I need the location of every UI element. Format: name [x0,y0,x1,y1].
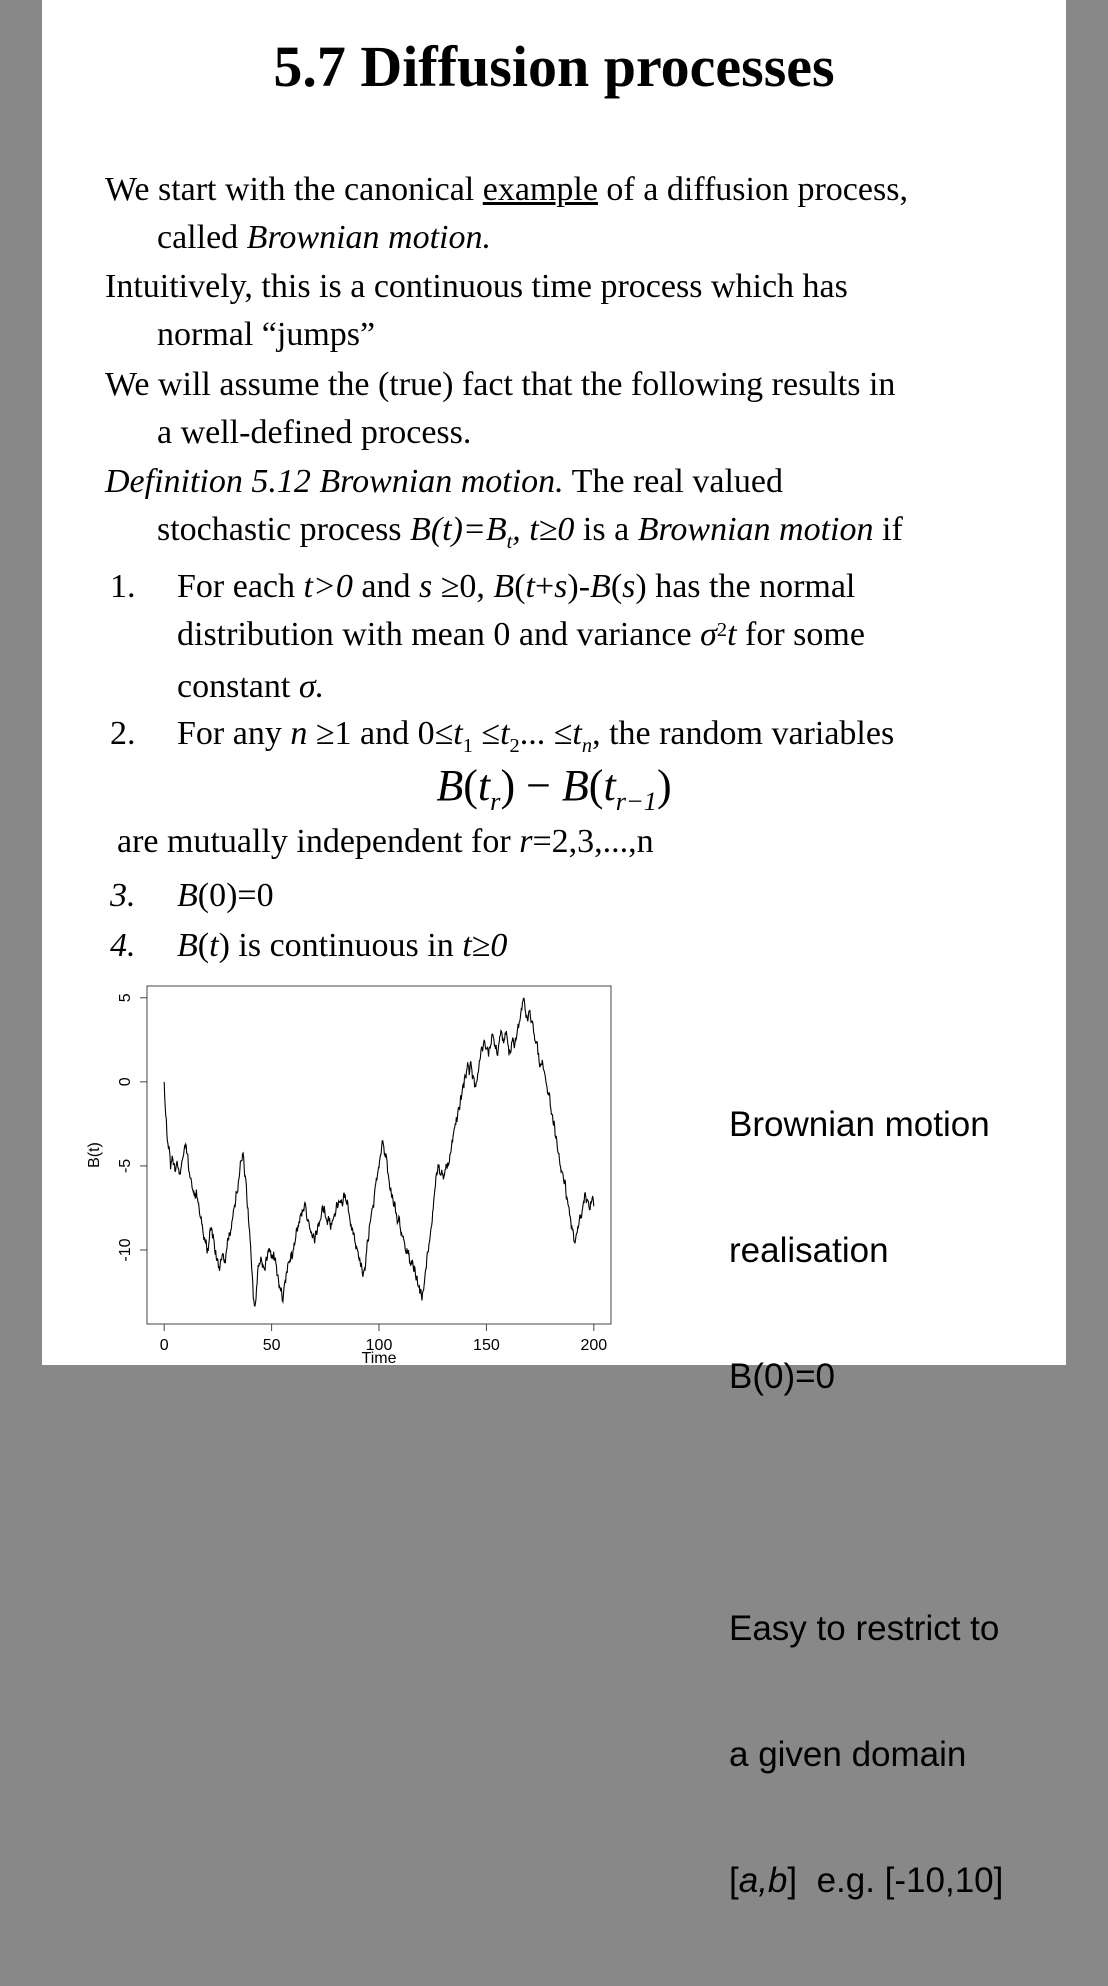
annotation-line-5 [729,1734,1059,1776]
text-segment: ) [656,761,672,810]
text-segment: ] e.g. [-10,10] [787,1861,1004,1900]
annotation-line-1 [729,1104,1059,1146]
text-segment: B [177,927,198,964]
list-marker-2: 2. [110,715,136,752]
text-segment: ) is continuous in [218,927,463,964]
slide-title: 5.7 Diffusion processes [273,34,835,99]
list-item-1-text [177,568,865,705]
text-segment: r [519,823,533,860]
text-segment: ) has the normal [635,568,856,605]
list-marker-4: 4. [110,927,136,964]
text-segment: For any [177,715,291,752]
paragraph-definition [105,458,1107,558]
text-segment: t≥0 [462,927,508,964]
text-segment: t [525,568,535,605]
list-marker-1: 1. [110,568,136,605]
text-segment: ( [197,927,210,964]
list-item-2 [110,710,1108,762]
x-tick-label: 0 [159,1337,169,1354]
list-item-4-text [177,927,507,964]
increment-formula [42,760,1066,817]
y-tick-label: 0 [117,1077,134,1087]
text-segment: t [500,715,510,752]
text-segment: t [727,616,737,653]
text-segment: realisation [729,1231,889,1270]
text-segment: + [534,568,555,605]
paragraph-intro [105,166,1107,262]
text-segment: ≥0, [432,568,494,605]
paragraph-assumption [105,361,1107,457]
text-segment: example [482,171,598,208]
text-segment: ≥1 and 0≤ [307,715,454,752]
text-segment: s [419,568,433,605]
text-segment: constant [177,668,299,705]
text-segment: Definition 5.12 Brownian motion. [105,463,564,500]
text-segment: ... ≤ [519,715,573,752]
text-segment: σ [700,616,717,653]
text-segment: Brownian motion. [246,219,491,256]
list-marker-3: 3. [110,877,136,914]
text-segment: a well-defined process. [157,414,472,451]
text-segment: t [572,715,582,752]
text-segment: t [453,715,463,752]
text-segment: B [561,761,589,810]
text-segment: and [352,568,419,605]
brownian-motion-plot [42,985,682,1365]
text-segment: called [157,219,247,256]
text-segment: ≤ [472,715,501,752]
x-tick-label: 50 [262,1337,281,1354]
text-segment: r−1 [615,786,657,817]
x-axis-label: Time [361,1350,397,1367]
text-segment: 2 [509,734,520,757]
list-item-2-text [177,715,895,757]
text-segment: We start with the canonical [105,171,483,208]
text-segment: Brownian motion [637,511,874,548]
y-axis-label: B(t) [86,1142,103,1168]
text-segment: , t≥0 [512,511,575,548]
y-tick-label: -5 [117,1158,134,1174]
text-segment: B(t)=B [410,511,507,548]
text-segment: ) − [500,761,562,810]
text-segment: for some [736,616,865,653]
text-segment: We will assume the (true) fact that the following results in [105,366,896,403]
text-segment: 2 [716,618,728,641]
text-segment: B [590,568,611,605]
brownian-path [164,998,594,1306]
paragraph-intuition [105,263,1107,359]
annotation-line-3 [729,1356,1059,1398]
text-segment: of a diffusion process, [597,171,908,208]
text-segment: n [290,715,308,752]
text-segment: is a [574,511,638,548]
text-segment: t [603,761,616,810]
text-segment: B [493,568,515,605]
text-segment: [ [729,1861,739,1900]
x-tick-label: 100 [365,1337,393,1354]
text-segment: B [177,877,198,914]
text-segment: , the random variables [592,715,895,752]
text-segment: (0)=0 [197,877,274,914]
list-item-3 [110,872,1108,920]
text-segment: ( [514,568,526,605]
x-tick-label: 200 [580,1337,608,1354]
annotation-line-6 [729,1860,1059,1902]
text-segment: Intuitively, this is a continuous time process which has [105,268,848,305]
text-segment: a,b [738,1861,788,1900]
list-item-3-text [177,877,274,914]
text-segment: B [436,761,464,810]
text-segment: B(0)=0 [729,1357,836,1396]
text-segment: stochastic process [157,511,411,548]
text-segment: t>0 [303,568,353,605]
text-segment: r [490,786,501,817]
text-segment: s [554,568,568,605]
text-segment: if [873,511,903,548]
x-tick-label: 150 [473,1337,500,1354]
y-tick-label: -10 [117,1238,134,1262]
plot-frame [147,986,611,1324]
list-item-1 [110,563,1108,711]
text-segment: σ. [298,668,325,705]
text-segment: For each [177,568,304,605]
text-segment: Brownian motion [729,1105,990,1144]
text-segment: Easy to restrict to [729,1609,1000,1648]
text-segment: s [622,568,636,605]
text-segment: )- [567,568,591,605]
text-segment: are mutually independent for [117,823,520,860]
independence-line [117,818,1017,866]
slide [42,0,1066,1900]
text-segment: t [477,761,491,810]
text-segment: normal “jumps” [157,316,376,353]
text-segment: distribution with mean 0 and variance [177,616,701,653]
text-segment: a given domain [729,1735,967,1774]
text-segment: t [506,530,513,553]
text-segment: ( [588,761,604,810]
text-segment: t [209,927,219,964]
y-tick-label: 5 [117,993,134,1003]
annotation-line-2 [729,1230,1059,1272]
list-item-4 [110,922,1108,970]
text-segment: ( [463,761,478,810]
annotation-block [729,1020,1059,1986]
text-segment: The real valued [563,463,784,500]
annotation-line-blank [729,1482,1059,1524]
annotation-line-4 [729,1608,1059,1650]
text-segment: n [581,734,593,757]
text-segment: 1 [462,734,473,757]
text-segment: ( [610,568,623,605]
text-segment: =2,3,...,n [532,823,654,860]
